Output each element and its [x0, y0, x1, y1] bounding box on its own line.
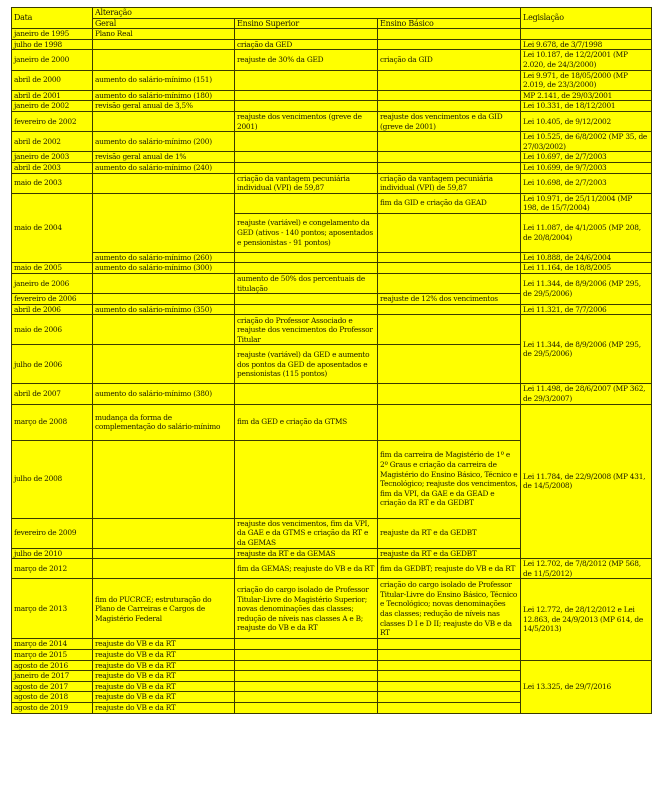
cell-basico [378, 681, 521, 692]
cell-legislacao: Lei 11.498, de 28/6/2007 (MP 362, de 29/3/2007) [521, 384, 652, 404]
cell-data: abril de 2007 [12, 384, 93, 404]
table-row [12, 173, 652, 193]
cell-superior [235, 70, 378, 90]
cell-superior: aumento de 50% dos percentuais de titulação [235, 274, 378, 294]
cell-basico [378, 274, 521, 294]
cell-superior: criação da vantagem pecuniária individual (VPI) de 59,87 [235, 173, 378, 193]
cell-geral [93, 50, 235, 70]
cell-geral: reajuste do VB e da RT [93, 681, 235, 692]
table-row [12, 50, 652, 70]
cell-data: julho de 1998 [12, 39, 93, 50]
cell-legislacao: Lei 11.344, de 8/9/2006 (MP 295, de 29/5/2006) [521, 315, 652, 384]
cell-superior [235, 263, 378, 274]
cell-data: março de 2008 [12, 404, 93, 440]
cell-data: maio de 2003 [12, 173, 93, 193]
cell-geral: revisão geral anual de 3,5% [93, 101, 235, 112]
table-row [12, 315, 652, 345]
cell-basico: reajuste da RT e da GEDBT [378, 548, 521, 559]
cell-superior: reajuste dos vencimentos (greve de 2001) [235, 111, 378, 131]
cell-geral [93, 518, 235, 548]
cell-superior: reajuste de 30% da GED [235, 50, 378, 70]
cell-data: março de 2012 [12, 559, 93, 579]
cell-geral [93, 111, 235, 131]
cell-data: julho de 2008 [12, 440, 93, 518]
cell-geral: mudança da forma de complementação do salário-mínimo [93, 404, 235, 440]
cell-basico [378, 384, 521, 404]
cell-superior: reajuste (variável) da GED e aumento dos pontos da GED de aposentados e pensionistas (115 pontos) [235, 345, 378, 384]
cell-superior: reajuste dos vencimentos, fim da VPI, da GAE e da GTMS e criação da RT e da GEMAS [235, 518, 378, 548]
cell-geral: aumento do salário-mínimo (151) [93, 70, 235, 90]
cell-superior [235, 162, 378, 173]
cell-legislacao: Lei 11.164, de 18/8/2005 [521, 263, 652, 274]
cell-data: agosto de 2019 [12, 702, 93, 713]
cell-superior [235, 193, 378, 213]
header-ensino-superior: Ensino Superior [235, 18, 378, 29]
cell-basico [378, 692, 521, 703]
table-row [12, 660, 652, 671]
table-row [12, 70, 652, 90]
cell-geral: reajuste do VB e da RT [93, 639, 235, 650]
cell-data: fevereiro de 2002 [12, 111, 93, 131]
table-row [12, 101, 652, 112]
cell-basico [378, 39, 521, 50]
table-row [12, 384, 652, 404]
cell-superior: reajuste da RT e da GEMAS [235, 548, 378, 559]
cell-superior [235, 440, 378, 518]
cell-superior [235, 101, 378, 112]
cell-basico: criação da GID [378, 50, 521, 70]
table-row [12, 274, 652, 294]
cell-basico [378, 213, 521, 252]
cell-superior [235, 650, 378, 661]
table-row [12, 152, 652, 163]
cell-basico [378, 29, 521, 40]
table-row [12, 111, 652, 131]
cell-data: janeiro de 2003 [12, 152, 93, 163]
cell-basico: fim da GID e criação da GEAD [378, 193, 521, 213]
cell-superior [235, 671, 378, 682]
table-row [12, 39, 652, 50]
cell-geral: reajuste do VB e da RT [93, 692, 235, 703]
cell-geral [93, 548, 235, 559]
cell-geral [93, 39, 235, 50]
cell-legislacao: Lei 10.187, de 12/2/2001 (MP 2.020, de 24/3/2000) [521, 50, 652, 70]
cell-geral [93, 345, 235, 384]
cell-basico [378, 639, 521, 650]
table-row [12, 193, 652, 213]
cell-geral: aumento do salário-mínimo (180) [93, 90, 235, 101]
header-ensino-basico: Ensino Básico [378, 18, 521, 29]
cell-data: janeiro de 2006 [12, 274, 93, 294]
table-row [12, 162, 652, 173]
cell-superior [235, 294, 378, 305]
cell-superior [235, 304, 378, 315]
cell-legislacao: Lei 11.344, de 8/9/2006 (MP 295, de 29/5/2006) [521, 274, 652, 305]
cell-superior [235, 681, 378, 692]
cell-geral [93, 440, 235, 518]
cell-geral: reajuste do VB e da RT [93, 660, 235, 671]
table-row [12, 29, 652, 40]
cell-geral [93, 294, 235, 305]
cell-legislacao: Lei 12.772, de 28/12/2012 e Lei 12.863, de 24/9/2013 (MP 614, de 14/5/2013) [521, 579, 652, 660]
cell-data: abril de 2006 [12, 304, 93, 315]
cell-data: abril de 2002 [12, 132, 93, 152]
cell-geral: aumento do salário-mínimo (240) [93, 162, 235, 173]
table-row [12, 252, 652, 263]
cell-legislacao [521, 29, 652, 40]
cell-data: agosto de 2018 [12, 692, 93, 703]
cell-geral: reajuste do VB e da RT [93, 650, 235, 661]
cell-data: abril de 2003 [12, 162, 93, 173]
cell-basico [378, 304, 521, 315]
cell-basico [378, 252, 521, 263]
cell-data: agosto de 2017 [12, 681, 93, 692]
cell-legislacao: Lei 10.405, de 9/12/2002 [521, 111, 652, 131]
cell-legislacao: Lei 10.331, de 18/12/2001 [521, 101, 652, 112]
table-row [12, 263, 652, 274]
cell-data: abril de 2000 [12, 70, 93, 90]
cell-data: fevereiro de 2009 [12, 518, 93, 548]
cell-legislacao: Lei 10.699, de 9/7/2003 [521, 162, 652, 173]
cell-basico: fim da GEDBT; reajuste do VB e da RT [378, 559, 521, 579]
cell-basico [378, 650, 521, 661]
cell-basico: reajuste de 12% dos vencimentos [378, 294, 521, 305]
header-alteracao: Alteração [93, 8, 521, 19]
cell-superior [235, 384, 378, 404]
cell-legislacao: Lei 9.971, de 18/05/2000 (MP 2.019, de 23/3/2000) [521, 70, 652, 90]
header-data: Data [12, 8, 93, 29]
cell-geral: aumento do salário-mínimo (300) [93, 263, 235, 274]
cell-data: janeiro de 2000 [12, 50, 93, 70]
cell-data: março de 2013 [12, 579, 93, 639]
cell-data: fevereiro de 2006 [12, 294, 93, 305]
cell-data: julho de 2006 [12, 345, 93, 384]
cell-data: março de 2014 [12, 639, 93, 650]
cell-basico [378, 90, 521, 101]
cell-basico [378, 671, 521, 682]
cell-legislacao: Lei 11.784, de 22/9/2008 (MP 431, de 14/5/2008) [521, 404, 652, 559]
cell-data: janeiro de 2002 [12, 101, 93, 112]
cell-superior: criação do cargo isolado de Professor Titular-Livre do Magistério Superior; novas denominações das classes; redução de níveis nas classes A e B; reajuste do VB e da RT [235, 579, 378, 639]
cell-legislacao: Lei 10.525, de 6/8/2002 (MP 35, de 27/03/2002) [521, 132, 652, 152]
cell-legislacao: MP 2.141, de 29/03/2001 [521, 90, 652, 101]
cell-geral: aumento do salário-mínimo (200) [93, 132, 235, 152]
cell-basico [378, 702, 521, 713]
cell-basico [378, 315, 521, 345]
cell-geral: fim do PUCRCE; estruturação do Plano de Carreiras e Cargos de Magistério Federal [93, 579, 235, 639]
cell-basico [378, 162, 521, 173]
cell-basico [378, 70, 521, 90]
cell-superior: fim da GEMAS; reajuste do VB e da RT [235, 559, 378, 579]
cell-basico: criação do cargo isolado de Professor Titular-Livre do Ensino Básico, Técnico e Tecnológico; novas denominações das classes; redução de níveis nas classes D I e D II; reajuste do VB e da RT [378, 579, 521, 639]
cell-superior [235, 29, 378, 40]
cell-geral: reajuste do VB e da RT [93, 702, 235, 713]
cell-legislacao: Lei 9.678, de 3/7/1998 [521, 39, 652, 50]
cell-geral: reajuste do VB e da RT [93, 671, 235, 682]
cell-geral [93, 315, 235, 345]
cell-superior [235, 702, 378, 713]
cell-data: janeiro de 2017 [12, 671, 93, 682]
cell-superior [235, 90, 378, 101]
cell-legislacao: Lei 10.888, de 24/6/2004 [521, 252, 652, 263]
cell-geral [93, 559, 235, 579]
cell-data: março de 2015 [12, 650, 93, 661]
cell-geral: revisão geral anual de 1% [93, 152, 235, 163]
cell-geral [93, 274, 235, 294]
table-row [12, 404, 652, 440]
cell-data: maio de 2005 [12, 263, 93, 274]
table-row [12, 304, 652, 315]
cell-legislacao: Lei 10.971, de 25/11/2004 (MP 198, de 15/7/2004) [521, 193, 652, 213]
cell-legislacao: Lei 13.325, de 29/7/2016 [521, 660, 652, 713]
cell-data: maio de 2004 [12, 193, 93, 263]
cell-legislacao: Lei 11.087, de 4/1/2005 (MP 208, de 20/8/2004) [521, 213, 652, 252]
cell-legislacao: Lei 11.321, de 7/7/2006 [521, 304, 652, 315]
cell-basico: reajuste dos vencimentos e da GID (greve de 2001) [378, 111, 521, 131]
cell-legislacao: Lei 12.702, de 7/8/2012 (MP 568, de 11/5/2012) [521, 559, 652, 579]
header-legislacao: Legislação [521, 8, 652, 29]
cell-geral: Plano Real [93, 29, 235, 40]
cell-basico [378, 345, 521, 384]
cell-superior [235, 132, 378, 152]
cell-basico: criação da vantagem pecuniária individual (VPI) de 59,87 [378, 173, 521, 193]
cell-basico [378, 404, 521, 440]
cell-superior: criação da GED [235, 39, 378, 50]
cell-geral: aumento do salário-mínimo (380) [93, 384, 235, 404]
cell-data: julho de 2010 [12, 548, 93, 559]
cell-geral [93, 173, 235, 193]
cell-data: maio de 2006 [12, 315, 93, 345]
cell-geral: aumento do salário-mínimo (260) [93, 252, 235, 263]
header-geral: Geral [93, 18, 235, 29]
cell-basico [378, 660, 521, 671]
cell-superior [235, 639, 378, 650]
table-row [12, 132, 652, 152]
cell-legislacao: Lei 10.697, de 2/7/2003 [521, 152, 652, 163]
cell-basico [378, 152, 521, 163]
cell-geral [93, 193, 235, 252]
cell-basico: reajuste da RT e da GEDBT [378, 518, 521, 548]
table-row [12, 579, 652, 639]
cell-superior [235, 692, 378, 703]
cell-superior [235, 252, 378, 263]
cell-superior [235, 152, 378, 163]
cell-superior: criação do Professor Associado e reajuste dos vencimentos do Professor Titular [235, 315, 378, 345]
cell-superior: fim da GED e criação da GTMS [235, 404, 378, 440]
cell-data: agosto de 2016 [12, 660, 93, 671]
cell-superior: reajuste (variável) e congelamento da GED (ativos - 140 pontos; aposentados e pensionistas - 91 pontos) [235, 213, 378, 252]
legislation-history-table [11, 7, 652, 714]
cell-basico [378, 263, 521, 274]
cell-basico [378, 132, 521, 152]
cell-legislacao: Lei 10.698, de 2/7/2003 [521, 173, 652, 193]
cell-geral: aumento do salário-mínimo (350) [93, 304, 235, 315]
table-row [12, 90, 652, 101]
cell-data: abril de 2001 [12, 90, 93, 101]
cell-basico [378, 101, 521, 112]
cell-basico: fim da carreira de Magistério de 1º e 2º Graus e criação da carreira de Magistério do Ensino Básico, Técnico e Tecnológico; reajuste dos vencimentos, fim da VPI, da GAE e da GEAD e criação da RT e da GEDBT [378, 440, 521, 518]
cell-data: janeiro de 1995 [12, 29, 93, 40]
table-row [12, 559, 652, 579]
cell-superior [235, 660, 378, 671]
